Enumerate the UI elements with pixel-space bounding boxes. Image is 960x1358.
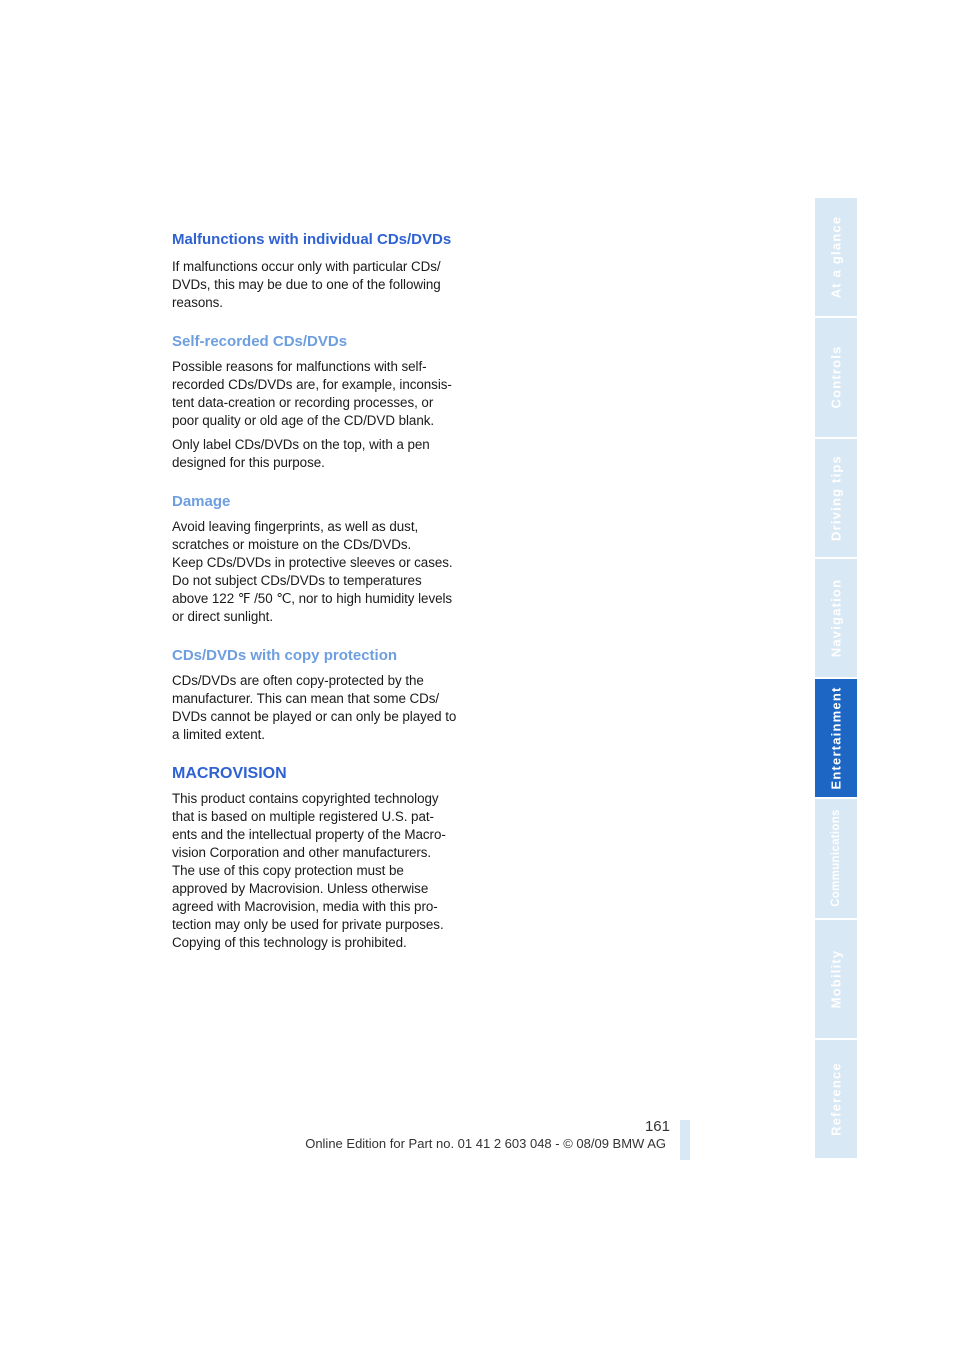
- footer-text: Online Edition for Part no. 01 41 2 603 048 - © 08/09 BMW AG: [305, 1136, 666, 1151]
- copy-protection-paragraph: CDs/DVDs are often copy-protected by the manufacturer. This can mean that some CDs/ DVDs cannot be played or can only be played to a limited extent.: [172, 673, 457, 742]
- tab-label: Entertainment: [828, 686, 844, 790]
- heading-copy-protection: CDs/DVDs with copy protection: [172, 647, 398, 664]
- tab-label: Driving tips: [828, 454, 844, 541]
- page-marker: [680, 1120, 690, 1160]
- tab-label: Communications: [830, 809, 842, 908]
- tab-mobility[interactable]: [815, 920, 857, 1040]
- tab-at-a-glance[interactable]: [815, 198, 857, 318]
- self-recorded-paragraph-2: Only label CDs/DVDs on the top, with a pen designed for this purpose.: [172, 437, 430, 470]
- tab-navigation[interactable]: [815, 559, 857, 679]
- damage-paragraph: Avoid leaving fingerprints, as well as dust, scratches or moisture on the CDs/DVDs. Keep CDs/DVDs in protective sleeves or cases. Do not subject CDs/DVDs to temperatures above 122 ℉ /50 ℃, nor to high humidity levels or direct sunlight.: [172, 519, 453, 624]
- intro-paragraph: If malfunctions occur only with particular CDs/ DVDs, this may be due to one of the following reasons.: [172, 259, 441, 310]
- macrovision-paragraph: This product contains copyrighted technology that is based on multiple registered U.S. pat- ents and the intellectual property of the Macro- vision Corporation and other manufacturers. The use of this copy protection must be approved by Macrovision. Unless otherwise agreed with Macrovision, media with this pro- tection may only be used for private purposes. Copying of this technology is prohibited.: [172, 791, 446, 950]
- page-content: [172, 230, 468, 956]
- tab-label: Mobility: [828, 949, 844, 1008]
- tab-reference[interactable]: [815, 1040, 857, 1160]
- tab-communications[interactable]: [815, 799, 857, 919]
- tab-driving-tips[interactable]: [815, 439, 857, 559]
- tab-label: Reference: [828, 1062, 844, 1136]
- tab-label: Controls: [828, 345, 844, 409]
- tab-label: Navigation: [828, 578, 844, 658]
- heading-malfunctions: Malfunctions with individual CDs/DVDs: [172, 231, 452, 248]
- self-recorded-paragraph-1: Possible reasons for malfunctions with self- recorded CDs/DVDs are, for example, inconsis- tent data-creation or recording processes, or poor quality or old age of the CD/DVD blank.: [172, 359, 452, 428]
- tab-entertainment[interactable]: [815, 679, 857, 799]
- heading-macrovision: MACROVISION: [172, 765, 287, 782]
- heading-self-recorded: Self-recorded CDs/DVDs: [172, 333, 348, 350]
- chapter-tabs: [815, 198, 857, 1160]
- page-number: 161: [644, 1118, 670, 1135]
- tab-label: At a glance: [828, 215, 844, 299]
- heading-damage: Damage: [172, 493, 231, 510]
- tab-controls[interactable]: [815, 318, 857, 438]
